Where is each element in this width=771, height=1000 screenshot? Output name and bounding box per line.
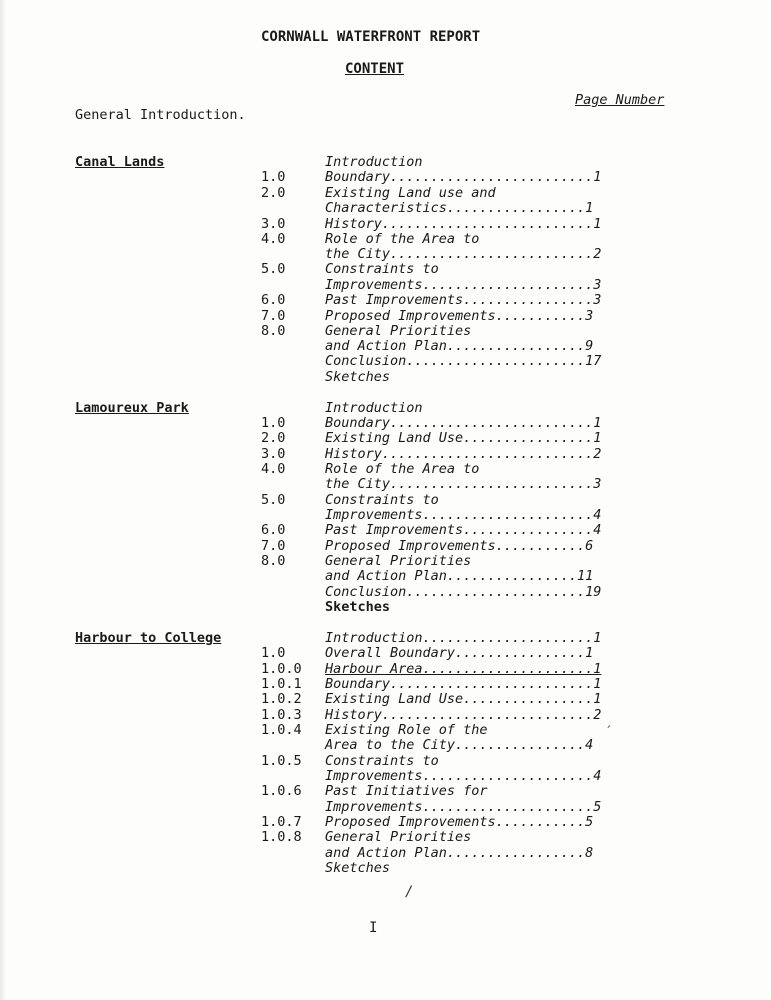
toc-entry: Boundary.........................1 (325, 415, 602, 431)
toc-entry: Role of the Area to (325, 231, 480, 247)
toc-number: 1.0.0 (261, 661, 302, 677)
toc-entry: Constraints to (325, 492, 439, 508)
toc-entry: General Priorities (325, 323, 472, 339)
toc-entry: Constraints to (325, 753, 439, 769)
section-title-harbour-to-college: Harbour to College (75, 630, 222, 646)
toc-entry: Past Improvements................4 (325, 522, 602, 538)
toc-entry: Improvements.....................5 (325, 799, 602, 815)
toc-number: 4.0 (261, 461, 286, 477)
page-edge (0, 0, 6, 1000)
toc-entry: History..........................1 (325, 216, 602, 232)
page-footer-number: I (369, 920, 378, 936)
toc-entry: Existing Land use and (325, 185, 496, 201)
toc-entry: Boundary.........................1 (325, 169, 602, 185)
toc-entry: Characteristics.................1 (325, 200, 594, 216)
toc-entry: Role of the Area to (325, 461, 480, 477)
toc-entry: History..........................2 (325, 446, 602, 462)
toc-entry: General Priorities (325, 829, 472, 845)
toc-entry: General Priorities (325, 553, 472, 569)
toc-number: 1.0.5 (261, 753, 302, 769)
toc-number: 1.0.4 (261, 722, 302, 738)
toc-entry: Sketches (325, 599, 391, 615)
toc-entry: and Action Plan.................8 (325, 845, 594, 861)
toc-number: 1.0 (261, 169, 286, 185)
toc-number: 2.0 (261, 430, 286, 446)
toc-number: 7.0 (261, 308, 286, 324)
toc-entry: Harbour Area.....................1 (325, 661, 602, 677)
toc-entry: the City.........................2 (325, 246, 602, 262)
toc-entry: Introduction (325, 154, 423, 170)
toc-entry: and Action Plan................11 (325, 568, 594, 584)
toc-number: 5.0 (261, 261, 286, 277)
toc-entry: Improvements.....................3 (325, 277, 602, 293)
toc-number: 1.0.2 (261, 691, 302, 707)
toc-number: 3.0 (261, 216, 286, 232)
toc-entry: and Action Plan.................9 (325, 338, 594, 354)
pen-mark: ′ (603, 724, 612, 740)
toc-entry: Boundary.........................1 (325, 676, 602, 692)
toc-number: 6.0 (261, 292, 286, 308)
toc-entry: Existing Land Use................1 (325, 691, 602, 707)
toc-entry: Conclusion......................19 (325, 584, 602, 600)
pen-mark: / (405, 884, 414, 900)
toc-entry: Existing Land Use................1 (325, 430, 602, 446)
toc-entry: Improvements.....................4 (325, 768, 602, 784)
toc-number: 1.0.8 (261, 829, 302, 845)
toc-number: 8.0 (261, 323, 286, 339)
toc-entry: Conclusion......................17 (325, 353, 602, 369)
toc-entry: Past Initiatives for (325, 783, 488, 799)
toc-entry: Improvements.....................4 (325, 507, 602, 523)
toc-number: 1.0.7 (261, 814, 302, 830)
contents-heading: CONTENT (345, 61, 405, 77)
toc-entry: Area to the City................4 (325, 737, 594, 753)
toc-number: 4.0 (261, 231, 286, 247)
toc-number: 6.0 (261, 522, 286, 538)
toc-entry: Introduction (325, 400, 423, 416)
toc-entry: Sketches (325, 369, 391, 385)
section-title-lamoureux-park: Lamoureux Park (75, 400, 189, 416)
toc-number: 1.0 (261, 415, 286, 431)
toc-number: 1.0 (261, 645, 286, 661)
toc-number: 7.0 (261, 538, 286, 554)
toc-number: 1.0.6 (261, 783, 302, 799)
toc-number: 2.0 (261, 185, 286, 201)
toc-entry: Constraints to (325, 261, 439, 277)
toc-entry: Introduction.....................1 (325, 630, 602, 646)
page-number-label: Page Number (575, 92, 665, 108)
toc-entry: Overall Boundary................1 (325, 645, 594, 661)
toc-number: 1.0.1 (261, 676, 302, 692)
toc-number: 1.0.3 (261, 707, 302, 723)
toc-number: 8.0 (261, 553, 286, 569)
document-title: CORNWALL WATERFRONT REPORT (261, 29, 481, 45)
toc-entry: the City.........................3 (325, 476, 602, 492)
toc-entry: Existing Role of the (325, 722, 488, 738)
toc-entry: Sketches (325, 860, 391, 876)
section-title-canal-lands: Canal Lands (75, 154, 165, 170)
toc-entry: Past Improvements................3 (325, 292, 602, 308)
toc-entry: Proposed Improvements...........3 (325, 308, 594, 324)
toc-entry: Proposed Improvements...........6 (325, 538, 594, 554)
toc-number: 3.0 (261, 446, 286, 462)
general-introduction: General Introduction. (75, 107, 246, 123)
toc-number: 5.0 (261, 492, 286, 508)
toc-entry: History..........................2 (325, 707, 602, 723)
toc-entry: Proposed Improvements...........5 (325, 814, 594, 830)
